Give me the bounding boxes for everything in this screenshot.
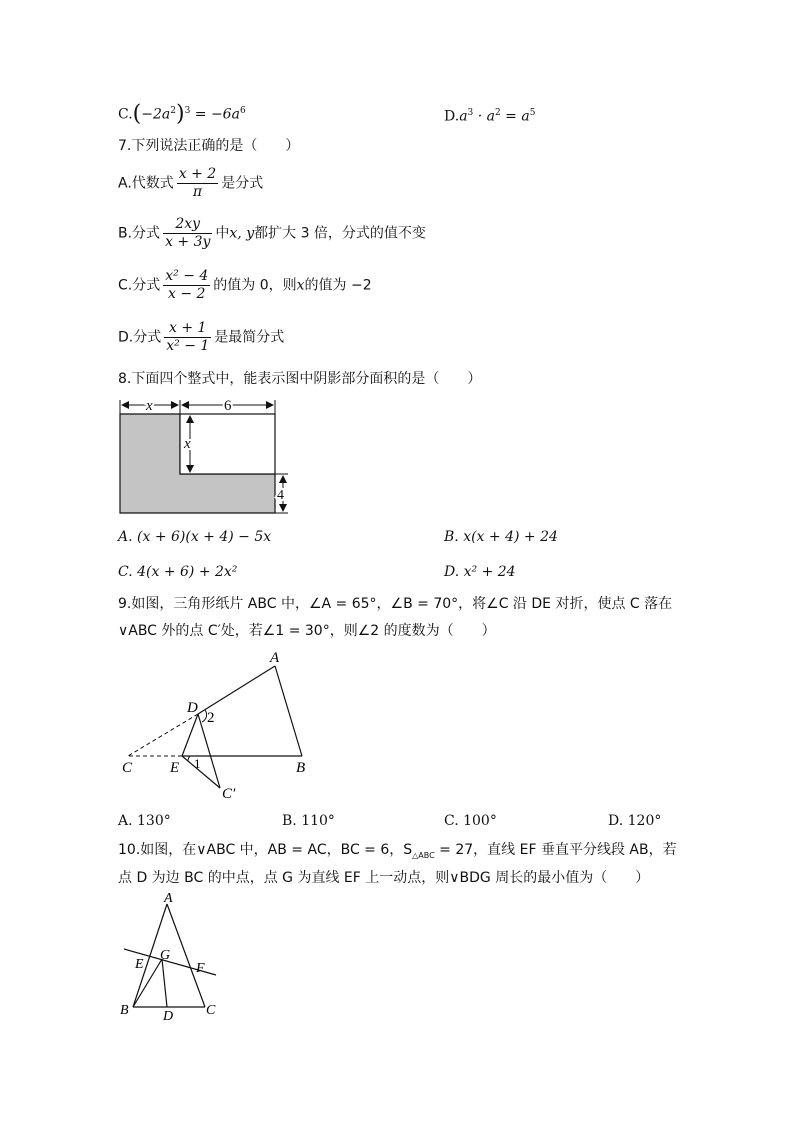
q7-b-vars: x, y xyxy=(229,225,255,242)
q6-c-label: C. xyxy=(118,106,133,123)
q9-angle-1-arc xyxy=(188,756,190,761)
q8-option-b: B. x(x + 4) + 24 xyxy=(444,529,558,545)
q6-d-expr: a xyxy=(459,108,468,125)
q10-stem-sub: △ABC xyxy=(412,850,435,860)
q7-b-num: 2xy xyxy=(163,216,212,234)
q6-c-outer-exp: 3 xyxy=(184,106,191,116)
q9-side-ab xyxy=(275,666,302,756)
q6-option-c xyxy=(118,101,246,127)
q10-label-f: F xyxy=(196,961,205,976)
q9-option-b: B. 110° xyxy=(282,813,335,829)
q8-label-x-top: x xyxy=(146,398,153,414)
q10-label-e: E xyxy=(135,957,144,972)
q9-stem-line2: ∨ABC 外的点 C′处，若∠1 = 30°，则∠2 的度数为（ ） xyxy=(118,623,496,639)
q7-c-mid: 的值为 0，则 xyxy=(213,277,297,294)
q7-a-num: x + 2 xyxy=(178,166,217,182)
q6-d-eq: = a xyxy=(500,108,530,125)
q7-d-num: x + 1 xyxy=(164,320,211,338)
q8-stem: 8.下面四个整式中，能表示图中阴影部分面积的是（ ） xyxy=(118,371,482,387)
q7-b-mid: 中 xyxy=(215,225,230,242)
q7-a-prefix: A.代数式 xyxy=(118,175,174,192)
q7-c-num: x² − 4 xyxy=(165,268,209,284)
q10-stem-line2: 点 D 为边 BC 的中点，点 G 为直线 EF 上一动点，则∨BDG 周长的最小值为（ ） xyxy=(118,870,650,886)
q9-dashed-dc xyxy=(128,714,198,756)
q8-white-rect xyxy=(180,414,275,474)
q7-c-suffix: 的值为 −2 xyxy=(304,277,372,294)
q6-d-exp2: 2 xyxy=(494,108,501,118)
q9-fold-de xyxy=(182,714,198,756)
q10-side-ac xyxy=(167,904,205,1007)
q9-option-c: C. 100° xyxy=(444,813,497,829)
q7-option-a xyxy=(118,166,263,201)
q10-stem-part2: = 27，直线 EF 垂直平分线段 AB，若 xyxy=(434,842,677,858)
q8-figure xyxy=(110,394,300,520)
q10-label-g: G xyxy=(160,948,171,963)
q7-stem: 7.下列说法正确的是（ ） xyxy=(118,138,300,154)
q9-label-a: A xyxy=(270,650,280,666)
q9-figure xyxy=(110,648,330,803)
q8-label-6: 6 xyxy=(224,398,232,414)
q9-label-b: B xyxy=(296,760,306,776)
q9-stem-line1: 9.如图，三角形纸片 ABC 中，∠A = 65°，∠B = 70°，将∠C 沿 DE 对折，使点 C 落在 xyxy=(118,596,673,612)
q10-label-b: B xyxy=(120,1003,129,1018)
q6-c-inner-exp: 2 xyxy=(170,106,176,116)
q8-label-4: 4 xyxy=(277,488,284,503)
q8-option-c: C. 4(x + 6) + 2x² xyxy=(118,564,238,580)
q7-c-var: x xyxy=(296,277,305,294)
q8-option-d: D. x² + 24 xyxy=(444,564,516,580)
q6-c-rparen: ) xyxy=(175,101,185,127)
q7-option-d xyxy=(118,320,284,355)
q9-option-a: A. 130° xyxy=(118,813,171,829)
q7-a-fraction xyxy=(177,166,218,201)
q10-label-a: A xyxy=(164,892,173,906)
q8-label-x-side: x xyxy=(184,436,191,452)
q7-b-fraction xyxy=(163,216,212,251)
q6-d-exp3: 5 xyxy=(529,108,536,118)
q6-d-dot: · a xyxy=(473,108,495,125)
q7-b-den: x + 3y xyxy=(165,234,211,250)
q7-option-b xyxy=(118,216,426,251)
q10-label-c: C xyxy=(206,1003,216,1018)
q10-stem-part1: 10.如图，在∨ABC 中，AB = AC，BC = 6，S xyxy=(118,842,413,858)
q9-option-d: D. 120° xyxy=(608,813,662,829)
q7-d-den: x² − 1 xyxy=(166,338,210,354)
q8-option-a: A. (x + 6)(x + 4) − 5x xyxy=(118,529,272,545)
q7-c-prefix: C.分式 xyxy=(118,277,161,294)
q6-option-d xyxy=(444,104,535,126)
q7-a-suffix: 是分式 xyxy=(221,175,264,192)
q9-label-1: 1 xyxy=(194,756,201,771)
q7-c-den: x − 2 xyxy=(168,286,206,302)
q7-option-c xyxy=(118,268,372,303)
q9-side-ad xyxy=(198,666,275,714)
q7-d-prefix: D.分式 xyxy=(118,329,162,346)
q7-a-den: π xyxy=(192,184,203,200)
q9-label-2: 2 xyxy=(207,710,215,726)
q10-label-d: D xyxy=(163,1009,174,1024)
q7-d-suffix: 是最简分式 xyxy=(214,329,285,346)
q9-label-d: D xyxy=(187,700,198,716)
q7-d-fraction xyxy=(164,320,211,355)
q10-stem-line1 xyxy=(118,841,677,865)
q9-label-e: E xyxy=(170,760,180,776)
q6-c-lparen: ( xyxy=(132,101,142,127)
q6-c-rhs: = −6a xyxy=(190,106,240,123)
q7-c-fraction xyxy=(163,268,210,303)
q7-b-suffix: 都扩大 3 倍，分式的值不变 xyxy=(254,225,426,242)
q6-d-exp1: 3 xyxy=(467,108,474,118)
q9-angle-2-arc xyxy=(202,710,207,722)
q10-segment-gd xyxy=(162,959,167,1007)
q6-c-rhs-exp: 6 xyxy=(239,106,246,116)
q7-b-prefix: B.分式 xyxy=(118,225,161,242)
q10-figure xyxy=(110,892,240,1024)
q9-label-c-prime: C′ xyxy=(222,786,236,802)
q6-c-inner: −2a xyxy=(141,106,171,123)
q6-d-label: D. xyxy=(444,108,460,125)
q9-label-c: C xyxy=(122,760,133,776)
